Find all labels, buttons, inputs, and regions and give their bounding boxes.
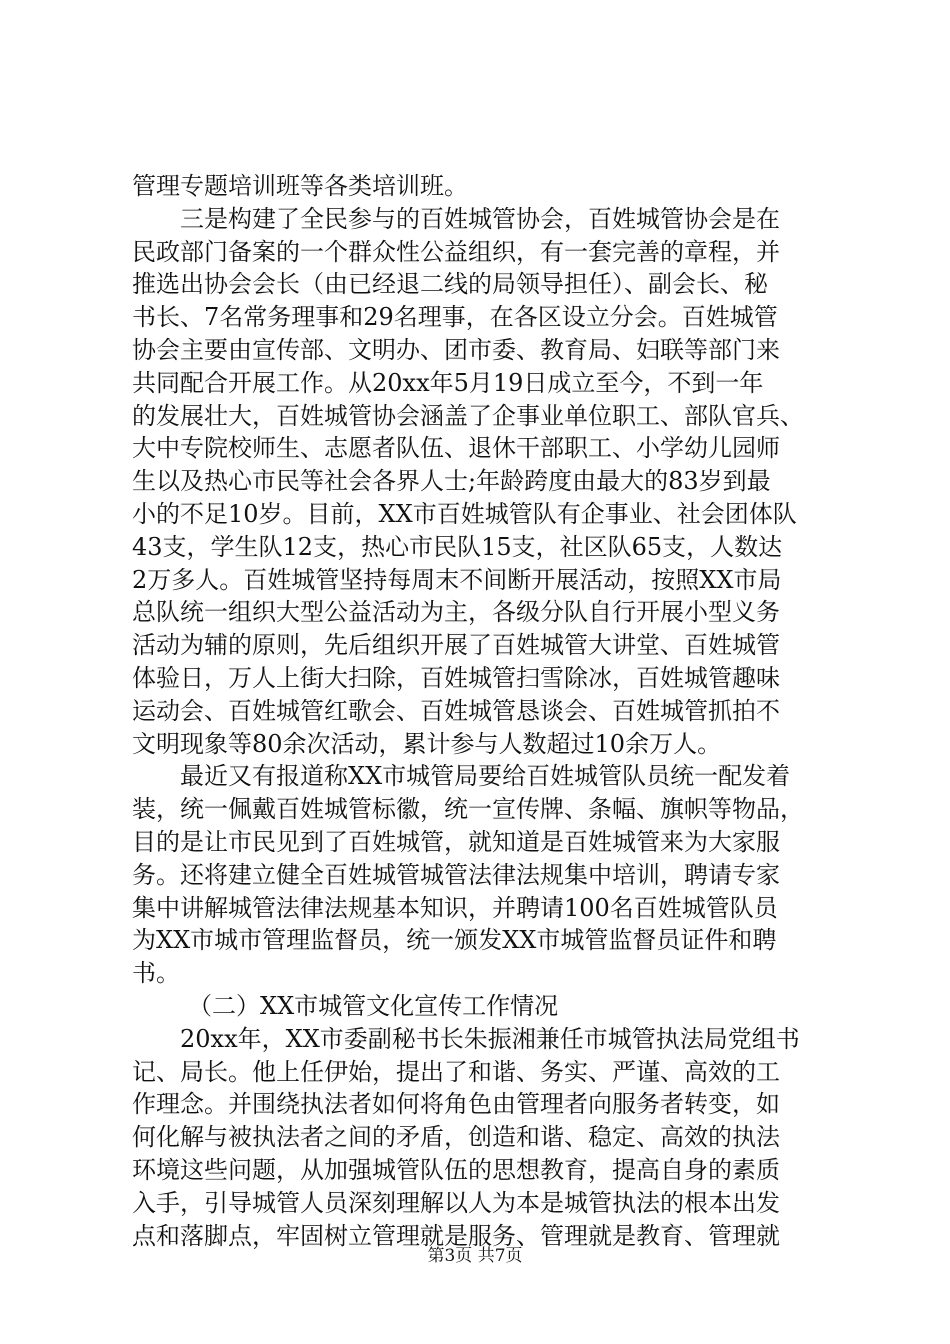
text-line: 何化解与被执法者之间的矛盾，创造和谐、稳定、高效的执法: [132, 1123, 780, 1152]
text-line: 的发展壮大，百姓城管协会涵盖了企事业单位职工、部队官兵、: [132, 401, 804, 430]
text-line: 管理专题培训班等各类培训班。: [132, 172, 468, 200]
text-line: 文明现象等80余次活动，累计参与人数超过10余万人。: [132, 729, 722, 758]
text-line: 生以及热心市民等社会各界人士;年龄跨度由最大的83岁到最: [132, 467, 771, 496]
text-line: 装，统一佩戴百姓城管标徽，统一宣传牌、条幅、旗帜等物品，: [132, 795, 804, 824]
text-line: 环境这些问题，从加强城管队伍的思想教育，提高自身的素质: [132, 1155, 780, 1184]
text-line: 民政部门备案的一个群众性公益组织，有一套完善的章程，并: [132, 237, 780, 266]
text-line: 记、局长。他上任伊始，提出了和谐、务实、严谨、高效的工: [132, 1057, 780, 1086]
text-line: 2万多人。百姓城管坚持每周末不间断开展活动，按照XX市局: [132, 565, 782, 594]
text-line: 活动为辅的原则，先后组织开展了百姓城管大讲堂、百姓城管: [132, 631, 780, 660]
page-number-footer: 第3页 共7页: [427, 1246, 523, 1266]
text-line: 共同配合开展工作。从20xx年5月19日成立至今，不到一年: [132, 368, 764, 397]
text-line: 运动会、百姓城管红歌会、百姓城管恳谈会、百姓城管抓拍不: [132, 696, 780, 725]
text-line: 作理念。并围绕执法者如何将角色由管理者向服务者转变，如: [132, 1090, 780, 1119]
text-line: 43支，学生队12支，热心市民队15支，社区队65支，人数达: [132, 532, 783, 561]
text-line: 20xx年，XX市委副秘书长朱振湘兼任市城管执法局党组书: [180, 1024, 800, 1053]
text-line: 大中专院校师生、志愿者队伍、退休干部职工、小学幼儿园师: [132, 434, 780, 463]
text-line: 推选出协会会长（由已经退二线的局领导担任）、副会长、秘: [132, 270, 768, 299]
text-line: 为XX市城市管理监督员，统一颁发XX市城管监督员证件和聘: [132, 926, 777, 955]
text-line: 小的不足10岁。目前，XX市百姓城管队有企事业、社会团体队: [132, 499, 797, 528]
text-line: 体验日，万人上街大扫除，百姓城管扫雪除冰，百姓城管趣味: [132, 663, 780, 692]
section-heading: （二）XX市城管文化宣传工作情况: [188, 991, 559, 1020]
text-line: 书长、7名常务理事和29名理事，在各区设立分会。百姓城管: [132, 303, 778, 332]
text-line: 三是构建了全民参与的百姓城管协会，百姓城管协会是在: [180, 204, 780, 233]
text-line: 最近又有报道称XX市城管局要给百姓城管队员统一配发着: [180, 762, 791, 791]
text-line: 集中讲解城管法律法规基本知识，并聘请100名百姓城管队员: [132, 893, 778, 922]
text-line: 协会主要由宣传部、文明办、团市委、教育局、妇联等部门来: [132, 335, 780, 364]
text-line: 点和落脚点，牢固树立管理就是服务、管理就是教育、管理就: [132, 1221, 780, 1250]
text-line: 书。: [132, 959, 180, 988]
text-line: 务。还将建立健全百姓城管城管法律法规集中培训，聘请专家: [132, 860, 780, 889]
document-body: [132, 170, 832, 1252]
text-line: 总队统一组织大型公益活动为主，各级分队自行开展小型义务: [132, 598, 780, 627]
text-line: 入手，引导城管人员深刻理解以人为本是城管执法的根本出发: [132, 1188, 780, 1217]
text-line: 目的是让市民见到了百姓城管，就知道是百姓城管来为大家服: [132, 827, 780, 856]
